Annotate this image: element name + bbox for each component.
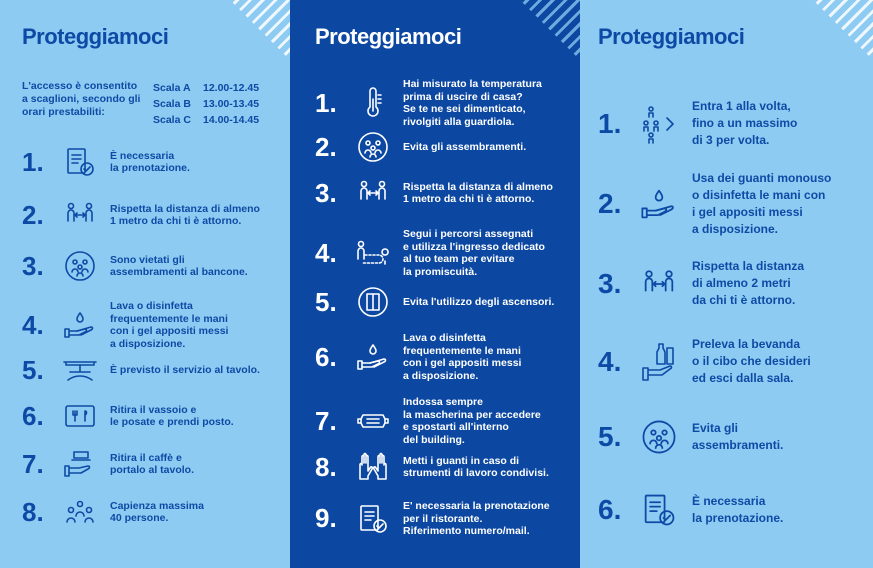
- step-number: 7.: [22, 448, 44, 479]
- step-text: Rispetta la distanza di almeno 1 metro da chi ti è attorno.: [110, 202, 260, 227]
- step-text: Evita l'utilizzo degli ascensori.: [403, 295, 555, 308]
- step-item: [598, 258, 858, 309]
- step-item: [598, 488, 858, 532]
- step-item: [315, 450, 577, 484]
- access-text: L'accesso è consentito a scaglioni, secondo gli orari prestabiliti:: [22, 80, 141, 118]
- step-item: [315, 285, 577, 319]
- step-number: 2.: [22, 199, 44, 230]
- step-number: 3.: [315, 177, 337, 208]
- step-item: [22, 249, 284, 283]
- step-number: 9.: [315, 503, 337, 534]
- panel-left: [0, 0, 290, 568]
- hand-wash-icon: [353, 340, 393, 374]
- step-item: [315, 228, 577, 278]
- step-item: [22, 145, 284, 179]
- step-text: Lava o disinfetta frequentemente le mani con i gel appositi messi a disposizione.: [403, 332, 522, 382]
- step-number: 7.: [315, 405, 337, 436]
- decorative-stripes: [793, 0, 873, 60]
- step-item: [22, 198, 284, 232]
- step-text: Lava o disinfetta frequentemente le mani con i gel appositi messi a disposizione.: [110, 300, 229, 350]
- step-text: Preleva la bevanda o il cibo che desideri ed esci dalla sala.: [692, 337, 811, 385]
- step-number: 3.: [22, 250, 44, 281]
- step-number: 1.: [315, 87, 337, 118]
- step-number: 5.: [315, 286, 337, 317]
- step-item: [22, 447, 284, 481]
- step-item: [22, 353, 284, 387]
- bottle-hand-icon: [636, 340, 682, 384]
- no-gathering-icon: [60, 249, 100, 283]
- path-route-icon: [353, 236, 393, 270]
- step-text: Rispetta la distanza di almeno 1 metro da chi ti è attorno.: [403, 180, 553, 205]
- step-text: Ritira il caffè e portalo al tavolo.: [110, 451, 195, 476]
- table-service-icon: [60, 353, 100, 387]
- step-text: Segui i percorsi assegnati e utilizza l'ingresso dedicato al tuo team per evitare la promiscuità.: [403, 228, 545, 278]
- one-at-a-time-icon: [636, 102, 682, 146]
- step-text: E' necessaria la prenotazione per il ristorante. Riferimento numero/mail.: [403, 500, 550, 537]
- schedule-row: Scala C 14.00-14.45: [153, 114, 260, 126]
- distance-people-icon: [636, 262, 682, 306]
- step-item: [315, 78, 577, 128]
- tray-cutlery-icon: [60, 399, 100, 433]
- step-number: 4.: [598, 345, 622, 377]
- document-check-icon: [636, 488, 682, 532]
- step-number: 3.: [598, 267, 622, 299]
- step-item: [315, 130, 577, 164]
- step-text: Sono vietati gli assembramenti al bancone.: [110, 253, 248, 278]
- step-text: Indossa sempre la mascherina per accedere e spostarti all'interno del building.: [403, 396, 541, 446]
- no-elevator-icon: [353, 285, 393, 319]
- step-item: [315, 176, 577, 210]
- schedule-row: Scala A 12.00-12.45: [153, 82, 260, 94]
- decorative-stripes: [500, 0, 580, 60]
- distance-people-icon: [60, 198, 100, 232]
- step-text: Entra 1 alla volta, fino a un massimo di 3 per volta.: [692, 99, 798, 147]
- step-item: [598, 336, 858, 387]
- step-item: [598, 415, 858, 459]
- step-item: [315, 396, 577, 446]
- no-gathering-icon: [353, 130, 393, 164]
- step-number: 4.: [22, 309, 44, 340]
- step-text: Evita gli assembramenti.: [692, 421, 784, 452]
- step-number: 6.: [598, 494, 622, 525]
- schedule-row: Scala B 13.00-13.45: [153, 98, 260, 110]
- step-item: [22, 300, 284, 350]
- step-text: Usa dei guanti monouso o disinfetta le mani con i gel appositi messi a disposizione.: [692, 171, 832, 236]
- gloves-icon: [353, 450, 393, 484]
- hand-wash-icon: [60, 308, 100, 342]
- step-number: 2.: [315, 131, 337, 162]
- step-number: 1.: [598, 107, 622, 139]
- step-text: Capienza massima 40 persone.: [110, 499, 204, 524]
- step-number: 1.: [22, 146, 44, 177]
- face-mask-icon: [353, 404, 393, 438]
- step-item: [315, 500, 577, 538]
- no-gathering-icon: [636, 415, 682, 459]
- step-number: 8.: [315, 451, 337, 482]
- step-number: 5.: [598, 421, 622, 452]
- step-number: 2.: [598, 188, 622, 219]
- panel-title: Proteggiamoci: [22, 24, 169, 49]
- document-check-icon: [60, 145, 100, 179]
- step-text: È necessaria la prenotazione.: [692, 494, 784, 525]
- coffee-hand-icon: [60, 447, 100, 481]
- step-text: Metti i guanti in caso di strumenti di lavoro condivisi.: [403, 454, 549, 479]
- panel-right: [580, 0, 873, 568]
- panel-title: Proteggiamoci: [315, 24, 462, 49]
- step-item: [315, 332, 577, 382]
- decorative-stripes: [210, 0, 290, 60]
- panel-center: [290, 0, 580, 568]
- step-text: Ritira il vassoio e le posate e prendi posto.: [110, 403, 234, 428]
- panel-title: Proteggiamoci: [598, 24, 745, 49]
- capacity-people-icon: [60, 495, 100, 529]
- step-item: [22, 495, 284, 529]
- schedule-table: [153, 80, 259, 128]
- hand-wash-icon: [636, 182, 682, 226]
- step-number: 5.: [22, 354, 44, 385]
- step-text: Evita gli assembramenti.: [403, 140, 527, 153]
- step-number: 6.: [22, 400, 44, 431]
- step-number: 4.: [315, 237, 337, 268]
- step-item: [22, 399, 284, 433]
- document-check-icon: [353, 502, 393, 536]
- thermometer-icon: [353, 86, 393, 120]
- step-number: 6.: [315, 341, 337, 372]
- step-text: Hai misurato la temperatura prima di uscire di casa? Se te ne sei dimenticato, rivolgiti alla guardiola.: [403, 78, 542, 128]
- distance-people-icon: [353, 176, 393, 210]
- step-text: È necessaria la prenotazione.: [110, 149, 190, 174]
- step-text: È previsto il servizio al tavolo.: [110, 363, 260, 376]
- step-item: [598, 170, 858, 238]
- step-item: [598, 98, 858, 149]
- step-number: 8.: [22, 496, 44, 527]
- step-text: Rispetta la distanza di almeno 2 metri da chi ti è attorno.: [692, 259, 805, 307]
